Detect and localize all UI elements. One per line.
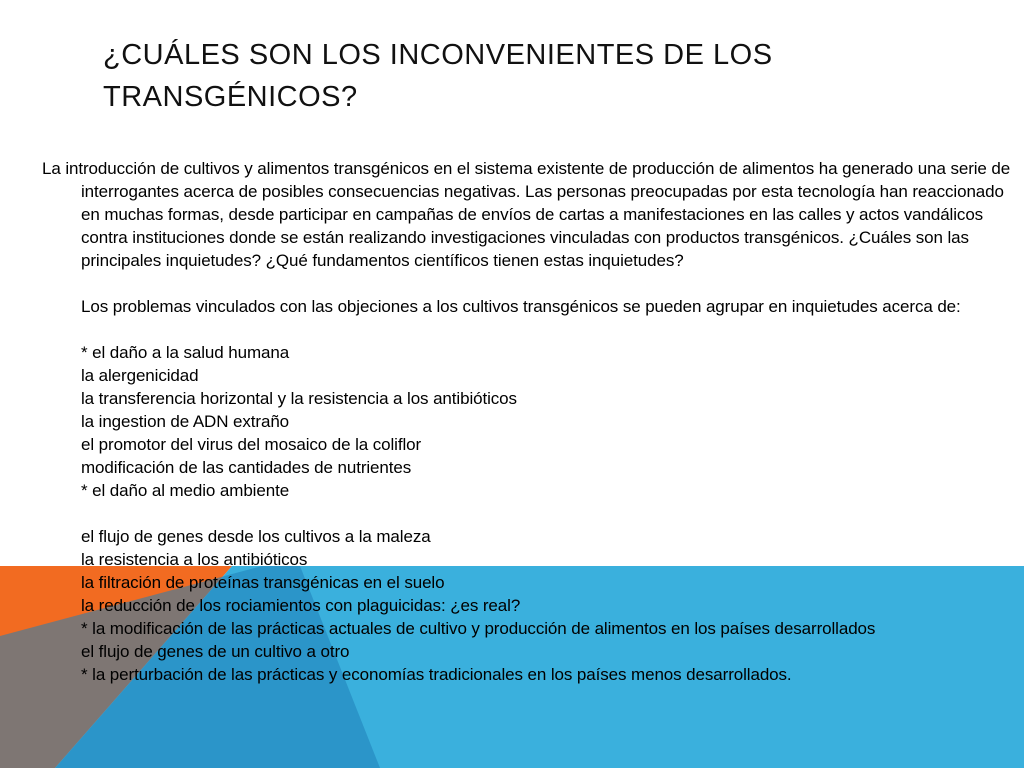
list-item: * el daño a la salud humana <box>81 343 290 362</box>
list-item: modificación de las cantidades de nutrientes <box>81 458 412 477</box>
intro-paragraph: La introducción de cultivos y alimentos transgénicos en el sistema existente de producción de alimentos ha generado una serie de interrogantes acerca de posibles consecuencias negativas. Las personas preocupadas por esta tecnología han reaccionado en muchas formas, desde participar en campañas de envíos de cartas a manifestaciones en las calles y actos vandálicos contra instituciones donde se están realizando investigaciones vinculadas con productos transgénicos. ¿Cuáles son las principales inquietudes? ¿Qué fundamentos científicos tienen estas inquietudes? <box>42 159 1011 270</box>
concern-list-health <box>42 341 1017 502</box>
list-item: * la perturbación de las prácticas y economías tradicionales en los países menos desarrollados. <box>81 665 792 684</box>
list-item: el flujo de genes desde los cultivos a la maleza <box>81 527 431 546</box>
list-item: la reducción de los rociamientos con plaguicidas: ¿es real? <box>81 596 521 615</box>
list-item: el flujo de genes de un cultivo a otro <box>81 642 350 661</box>
slide-body <box>42 157 1017 686</box>
list-item: la resistencia a los antibióticos <box>81 550 308 569</box>
list-item: la ingestion de ADN extraño <box>81 412 290 431</box>
problems-intro: Los problemas vinculados con las objeciones a los cultivos transgénicos se pueden agrupar en inquietudes acerca de: <box>81 297 961 316</box>
slide-title: ¿CUÁLES SON LOS INCONVENIENTES DE LOS TRANSGÉNICOS? <box>103 39 773 113</box>
concern-list-environment <box>42 525 1017 686</box>
list-item: la alergenicidad <box>81 366 199 385</box>
list-item: el promotor del virus del mosaico de la coliflor <box>81 435 422 454</box>
list-item: la transferencia horizontal y la resistencia a los antibióticos <box>81 389 517 408</box>
list-item: la filtración de proteínas transgénicas en el suelo <box>81 573 445 592</box>
list-item: * la modificación de las prácticas actuales de cultivo y producción de alimentos en los países desarrollados <box>81 619 876 638</box>
list-item: * el daño al medio ambiente <box>81 481 290 500</box>
